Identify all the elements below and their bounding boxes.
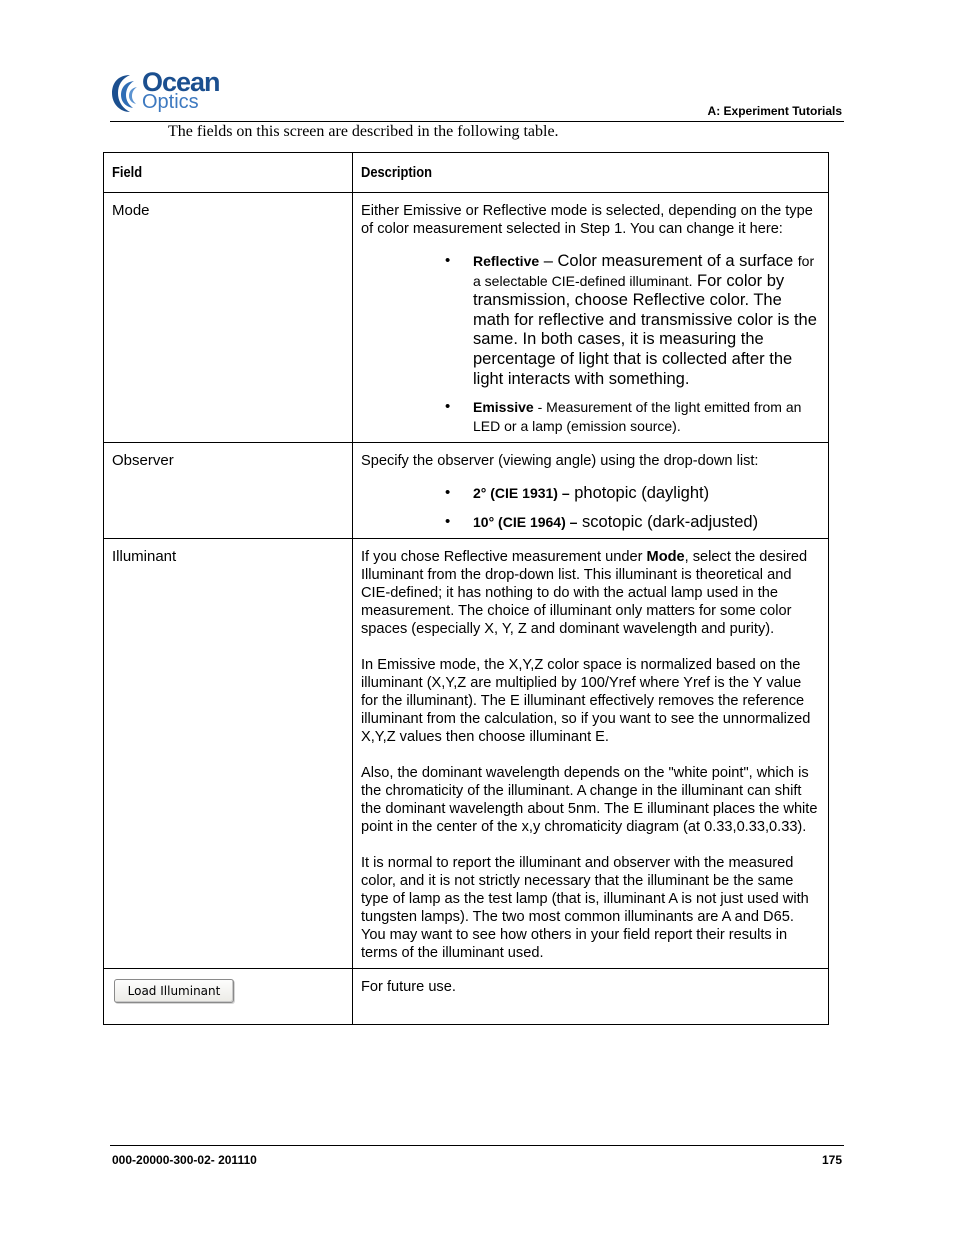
table-row-observer (104, 443, 829, 539)
ocean-optics-logo (110, 67, 230, 117)
illuminant-paragraph-1: If you chose Reflective measurement under Mode, select the desired Illuminant from the drop-down list. This illuminant is theoretical and CIE-defined; it has nothing to do with the actual lamp used in the measurement. The choice of illuminant only matters for some color spaces (especially X, Y, Z and dominant wavelength and purity). (361, 549, 808, 638)
illuminant-paragraph-2: In Emissive mode, the X,Y,Z color space is normalized based on the illuminant (X,Y,Z are multiplied by 100/Yref where Yref is the Y value for the illuminant). The E illuminant effectively removes the reference illuminant from the calculation, so if you want to see the unnormalized X,Y,Z values then choose illuminant E. (361, 657, 811, 746)
list-item-observer-2deg: • 2° (CIE 1931) – photopic (daylight) (473, 484, 820, 504)
list-item-observer-10deg: • 10° (CIE 1964) – scotopic (dark-adjusted) (473, 513, 820, 533)
observer-text: Specify the observer (viewing angle) using the drop-down list: (361, 453, 759, 470)
table-header-row (104, 153, 829, 193)
field-observer: Observer (112, 452, 174, 470)
logo-optics-text: Optics (142, 91, 199, 113)
field-mode: Mode (112, 202, 150, 219)
page-number: 175 (821, 1153, 842, 1167)
mode-options-list (361, 252, 820, 436)
description-column-header: Description (353, 153, 829, 193)
table-row-mode (104, 193, 829, 443)
header-divider (110, 121, 844, 122)
description-load-illuminant: For future use. (361, 979, 456, 996)
description-observer (353, 443, 828, 538)
mode-text: Either Emissive or Reflective mode is selected, depending on the type of color measurement selected in Step 1. You can change it here: (361, 203, 813, 237)
section-title: A: Experiment Tutorials (707, 104, 842, 118)
load-illuminant-button[interactable]: Load Illuminant (114, 979, 234, 1003)
document-number: 000-20000-300-02- 201110 (112, 1153, 257, 1167)
field-illuminant: Illuminant (112, 548, 177, 566)
table-row-load-illuminant (104, 969, 829, 1025)
intro-text: The fields on this screen are described in the following table. (168, 123, 559, 140)
illuminant-paragraph-3: Also, the dominant wavelength depends on the "white point", which is the chromaticity of the illuminant. A change in the illuminant can shift the dominant wavelength about 5nm. The E illuminant places the white point in the center of the x,y chromaticity diagram (at 0.33,0.33,0.33). (361, 765, 818, 836)
fields-table (103, 152, 829, 1025)
logo-ocean-text: Ocean (142, 67, 220, 97)
list-item-reflective: • Reflective – Color measurement of a surface for a selectable CIE-defined illuminant. For color by transmission, choose Reflective color. The math for reflective and transmissive color is the same. In both cases, it is measuring the percentage of light that is collected after the light interacts with something. (473, 252, 820, 389)
table-row-illuminant (104, 539, 829, 969)
description-illuminant (353, 539, 828, 968)
list-item-emissive: • Emissive - Measurement of the light emitted from an LED or a lamp (emission source). (473, 398, 820, 436)
observer-options-list (361, 484, 820, 532)
logo-swirl-icon (110, 71, 146, 117)
illuminant-paragraph-4: It is normal to report the illuminant and observer with the measured color, and it is not strictly necessary that the illuminant be the same type of lamp as the test lamp (that is, illuminant A is not just used with tungsten lamps). The two most common illuminants are A and D65. You may want to see how others in your field report their results in terms of the illuminant used. (361, 855, 809, 962)
field-column-header: Field (104, 153, 353, 193)
footer-divider (110, 1145, 844, 1146)
description-mode (353, 193, 828, 442)
